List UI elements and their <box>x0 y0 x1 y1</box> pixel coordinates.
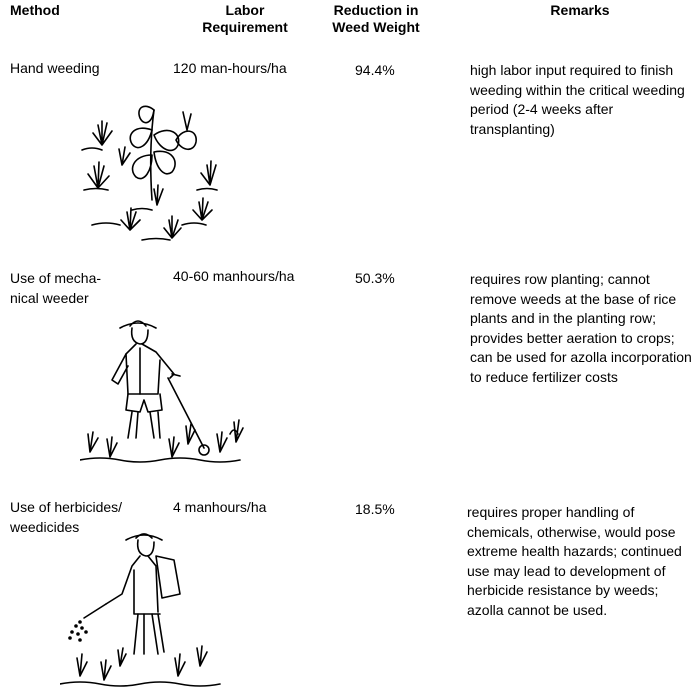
herbicide-spraying-illustration <box>60 526 230 688</box>
row-2-method-line1: Use of mecha- <box>10 270 102 286</box>
row-1-method-line1: Hand weeding <box>10 60 100 76</box>
row-1-remarks: high labor input required to finish weeding within the critical weeding period (2-4 weeks after transplanting) <box>470 62 685 137</box>
header-method <box>10 2 100 19</box>
header-reduction-line2: Weed Weight <box>332 19 420 35</box>
row-2-reduction: 50.3% <box>355 270 395 286</box>
header-labor-line2: Requirement <box>202 19 288 35</box>
header-labor <box>180 2 310 36</box>
hand-weeding-drawing <box>72 90 232 250</box>
hand-weeding-illustration <box>72 90 232 250</box>
mechanical-weeder-drawing <box>80 312 250 472</box>
header-remarks <box>520 2 640 19</box>
row-3-labor: 4 manhours/ha <box>173 499 267 515</box>
row-2-labor: 40-60 manhours/ha <box>173 268 295 284</box>
row-3-reduction: 18.5% <box>355 501 395 517</box>
row-3-method-line2: weedicides <box>10 519 80 535</box>
row-3-method-line1: Use of herbicides/ <box>10 499 123 515</box>
row-2-remarks: requires row planting; cannot remove weeds at the base of rice plants and in the planting row; provides better aeration to crops; can be used for azolla incorporation to reduce fertilizer costs <box>470 271 692 385</box>
row-1-labor: 120 man-hours/ha <box>173 60 287 76</box>
header-labor-line1: Labor <box>225 2 265 18</box>
mechanical-weeder-illustration <box>80 312 250 472</box>
header-remarks-text: Remarks <box>550 2 610 18</box>
header-reduction <box>318 2 434 36</box>
row-1-reduction: 94.4% <box>355 62 395 78</box>
header-method-text: Method <box>10 2 60 18</box>
row-3-remarks: requires proper handling of chemicals, otherwise, would pose extreme health hazards; continued use may lead to development of herbicide resistance by weeds; azolla cannot be used. <box>467 504 682 618</box>
header-reduction-line1: Reduction in <box>333 2 419 18</box>
row-2-method-line2: nical weeder <box>10 290 89 306</box>
row-1-method <box>10 58 170 78</box>
herbicide-spraying-drawing <box>60 526 230 688</box>
row-2-method <box>10 268 170 308</box>
